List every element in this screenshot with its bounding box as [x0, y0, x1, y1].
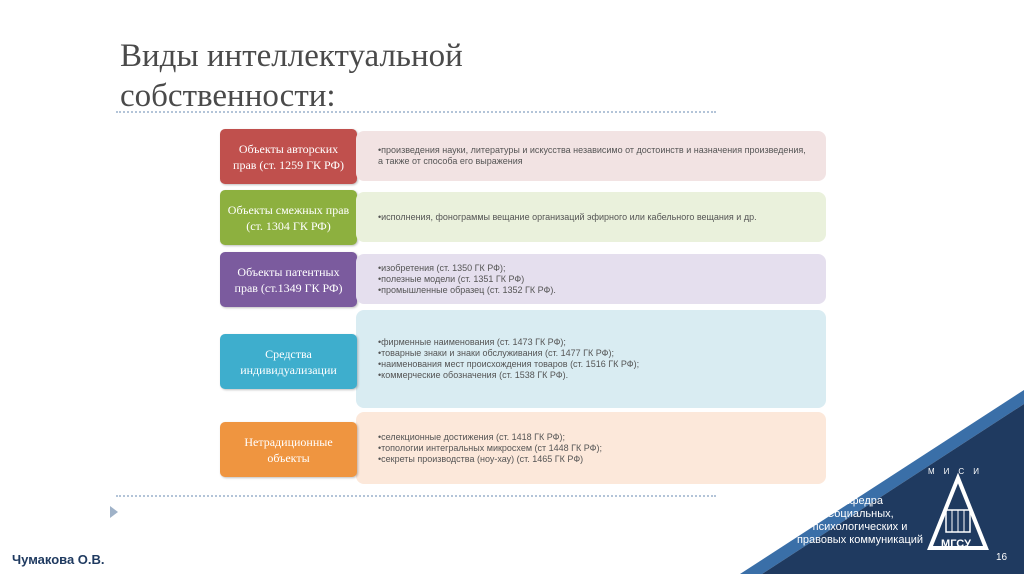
list-item: •фирменные наименования (ст. 1473 ГК РФ);: [378, 337, 566, 347]
list-item: •секреты производства (ноу-хау) (ст. 1465 ГК РФ): [378, 453, 584, 464]
row-label: Объекты патентных прав (ст.1349 ГК РФ): [234, 264, 343, 295]
list-item: •топологии интегральных микросхем (ст 1448 ГК РФ);: [378, 442, 603, 453]
list-item: •исполнения, фонограммы вещание организаций эфирного или кабельного вещания и др.: [378, 211, 757, 222]
list-item: •товарные знаки и знаки обслуживания (ст. 1477 ГК РФ);: [378, 348, 614, 358]
list-item: •изобретения (ст. 1350 ГК РФ);: [378, 262, 506, 273]
department-line: Кафедра: [836, 495, 884, 507]
department-line: психологических и: [812, 521, 908, 533]
slide-title-line2: собственности:: [120, 78, 336, 114]
slide-title-line1: Виды интеллектуальной: [120, 38, 463, 74]
list-item: •селекционные достижения (ст. 1418 ГК РФ);: [378, 431, 565, 442]
logo-bottom-text: МГСУ: [941, 538, 971, 550]
page-number: 16: [996, 552, 1008, 563]
list-item: •коммерческие обозначения (ст. 1538 ГК РФ).: [378, 370, 569, 380]
row-label: Объекты авторских прав (ст. 1259 ГК РФ): [233, 141, 344, 172]
row-label: Объекты смежных прав (ст. 1304 ГК РФ): [227, 202, 350, 233]
department-caption: [784, 495, 936, 547]
department-line: правовых коммуникаций: [796, 534, 924, 546]
list-item: •наименования мест происхождения товаров (ст. 1516 ГК РФ);: [378, 359, 640, 369]
list-item: •промышленные образец (ст. 1352 ГК РФ).: [378, 284, 556, 295]
row-label: Нетрадиционные объекты: [244, 434, 333, 465]
list-item: •полезные модели (ст. 1351 ГК РФ): [378, 273, 525, 284]
logo-top-text: МИСИ: [928, 467, 988, 476]
author-name: Чумакова О.В.: [12, 552, 105, 567]
list-item: •произведения науки, литературы и искусства независимо от достоинств и назначения произведения, а также от способа его выражения: [378, 145, 806, 166]
department-line: Социальных,: [826, 508, 894, 520]
row-label: Средства индивидуализации: [240, 346, 337, 377]
